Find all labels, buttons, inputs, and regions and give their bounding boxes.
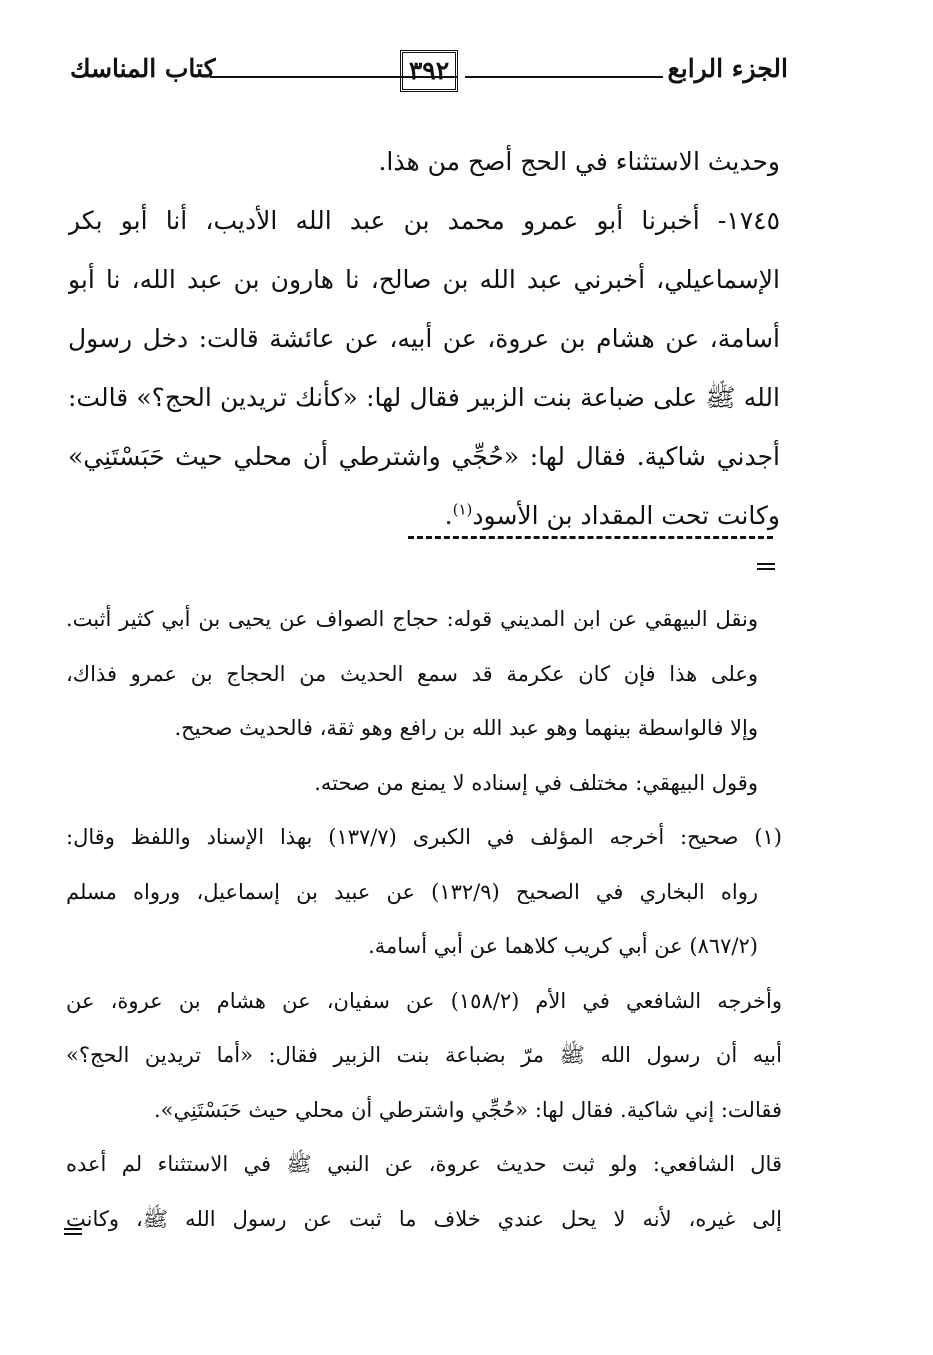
footnote-line: قال الشافعي: ولو ثبت حديث عروة، عن النبي ﷺ في الاستثناء لم أعده <box>66 1152 782 1176</box>
footnote-line: وأخرجه الشافعي في الأم (١٥٨/٢) عن سفيان، عن هشام بن عروة، عن <box>66 988 782 1013</box>
footnote-line: فقالت: إني شاكية. فقال لها: «حُجِّي واشترطي أن محلي حيث حَبَسْتَنِي». <box>153 1097 782 1122</box>
footnote-line: ونقل البيهقي عن ابن المديني قوله: حجاج الصواف عن يحيى بن أبي كثير أثبت. <box>66 607 758 631</box>
text-line-content: وكانت تحت المقداد بن الأسود <box>472 501 780 530</box>
continuation-mark-top <box>757 563 775 570</box>
footnotes <box>66 592 782 1246</box>
text-line <box>68 250 780 309</box>
text-line-content: ١٧٤٥- أخبرنا أبو عمرو محمد بن عبد الله الأديب، أنا أبو بكر <box>68 206 780 235</box>
text-line <box>68 368 780 427</box>
continuation-mark-bottom <box>64 1228 82 1235</box>
footnote-line: وعلى هذا فإن كان عكرمة قد سمع الحديث من الحجاج بن عمرو فذاك، <box>66 661 758 686</box>
text-line-content: وحديث الاستثناء في الحج أصح من هذا. <box>378 147 780 176</box>
main-text <box>68 132 780 545</box>
footnote-line: أبيه أن رسول الله ﷺ مرّ بضباعة بنت الزبير فقال: «أما تريدين الحج؟» <box>66 1043 782 1067</box>
footnote-line: إلى غيره، لأنه لا يحل عندي خلاف ما ثبت عن رسول الله ﷺ، وكانت <box>66 1206 782 1231</box>
footnote-line: وإلا فالواسطة بينهما وهو عبد الله بن رافع وهو ثقة، فالحديث صحيح. <box>174 716 758 740</box>
text-line-tail: . <box>444 501 453 530</box>
book-title: كتاب المناسك <box>70 54 216 83</box>
text-line <box>68 132 780 191</box>
page-header <box>70 50 788 98</box>
footnote-ref: (١) <box>452 500 473 519</box>
footnote-line: (١) صحيح: أخرجه المؤلف في الكبرى (١٣٧/٧) بهذا الإسناد واللفظ وقال: <box>66 825 782 849</box>
header-rule-left <box>210 76 458 78</box>
text-line-content: أجدني شاكية. فقال لها: «حُجِّي واشترطي أن محلي حيث حَبَسْتَنِي» <box>68 442 780 471</box>
text-line-content: الإسماعيلي، أخبرني عبد الله بن صالح، نا هارون بن عبد الله، نا أبو <box>68 265 780 294</box>
footnote-line: وقول البيهقي: مختلف في إسناده لا يمنع من صحته. <box>314 770 758 795</box>
text-line <box>68 427 780 486</box>
text-line <box>68 191 780 250</box>
text-line-content: الله ﷺ على ضباعة بنت الزبير فقال لها: «كأنك تريدين الحج؟» قالت: <box>68 383 780 412</box>
page-number: ٣٩٢ <box>400 50 458 92</box>
footnote-line: رواه البخاري في الصحيح (١٣٢/٩) عن عبيد بن إسماعيل، ورواه مسلم <box>66 879 758 904</box>
volume-title: الجزء الرابع <box>667 54 788 83</box>
header-rule-right <box>465 76 663 78</box>
text-line <box>68 309 780 368</box>
footnote-line: (٨٦٧/٢) عن أبي كريب كلاهما عن أبي أسامة. <box>368 934 758 958</box>
text-line-content: أسامة، عن هشام بن عروة، عن أبيه، عن عائشة قالت: دخل رسول <box>68 324 780 353</box>
footnote-separator <box>408 536 773 539</box>
